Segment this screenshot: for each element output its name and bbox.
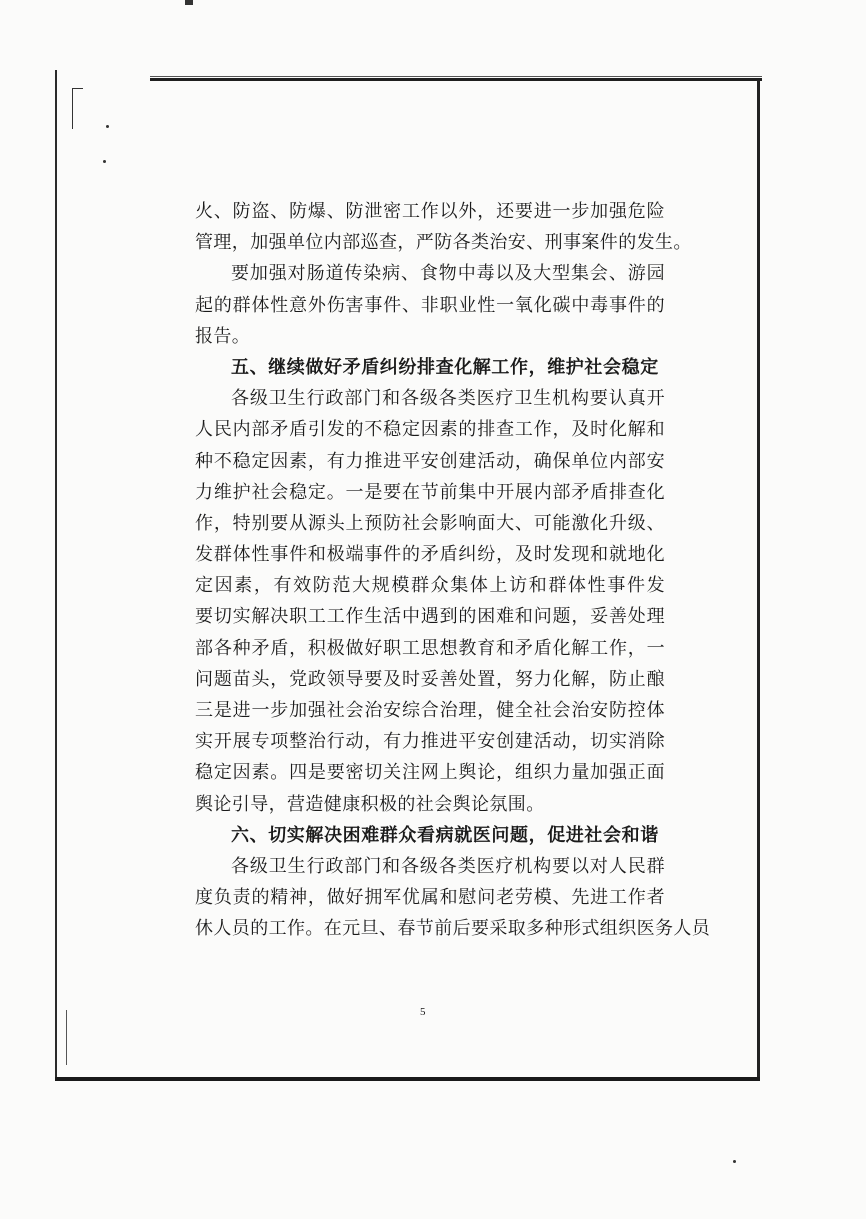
paragraph-line: 部各种矛盾，积极做好职工思想教育和矛盾化解工作，一 bbox=[195, 637, 665, 659]
right-border-rule bbox=[757, 80, 760, 1080]
paragraph-line: 各级卫生行政部门和各级各类医疗卫生机构要认真开 bbox=[231, 388, 665, 410]
paragraph-line: 作，特别要从源头上预防社会影响面大、可能激化升级、 bbox=[195, 512, 665, 534]
bottom-border-rule bbox=[55, 1077, 760, 1081]
top-border-rule bbox=[150, 78, 762, 81]
section-heading: 五、继续做好矛盾纠纷排查化解工作，维护社会稳定 bbox=[231, 356, 659, 378]
paragraph-line: 力维护社会稳定。一是要在节前集中开展内部矛盾排查化 bbox=[195, 481, 665, 503]
scan-speck bbox=[103, 160, 106, 163]
corner-bracket-mark bbox=[72, 88, 83, 129]
document-body bbox=[195, 196, 711, 945]
continued-paragraph-line: 火、防盗、防爆、防泄密工作以外，还要进一步加强危险 bbox=[195, 201, 665, 222]
paragraph-line: 种不稳定因素，有力推进平安创建活动，确保单位内部安 bbox=[195, 450, 665, 472]
section-heading: 六、切实解决困难群众看病就医问题，促进社会和谐 bbox=[231, 824, 659, 846]
paragraph-line: 要加强对肠道传染病、食物中毒以及大型集会、游园 bbox=[231, 263, 665, 285]
paragraph-line: 实开展专项整治行动，有力推进平安创建活动，切实消除 bbox=[195, 731, 665, 753]
left-margin-tick bbox=[66, 1010, 67, 1065]
paragraph-line: 三是进一步加强社会治安综合治理，健全社会治安防控体 bbox=[195, 700, 665, 721]
paragraph-line: 舆论引导，营造健康积极的社会舆论氛围。 bbox=[195, 793, 545, 815]
paragraph-line: 各级卫生行政部门和各级各类医疗机构要以对人民群 bbox=[231, 855, 665, 877]
continued-paragraph-line: 管理，加强单位内部巡查，严防各类治安、刑事案件的发生。 bbox=[195, 232, 692, 254]
left-border-rule bbox=[55, 70, 57, 1080]
paragraph-line: 度负责的精神，做好拥军优属和慰问老劳模、先进工作者 bbox=[195, 887, 665, 909]
top-border-line bbox=[150, 76, 762, 77]
paragraph-line: 休人员的工作。在元旦、春节前后要采取多种形式组织医务人员 bbox=[195, 918, 711, 940]
paragraph-line: 稳定因素。四是要密切关注网上舆论，组织力量加强正面 bbox=[195, 762, 665, 784]
page-number: 5 bbox=[420, 1006, 426, 1018]
paragraph-line: 报告。 bbox=[195, 325, 251, 347]
paragraph-line: 要切实解决职工工作生活中遇到的困难和问题，妥善处理 bbox=[195, 606, 665, 628]
paragraph-line: 问题苗头，党政领导要及时妥善处置，努力化解，防止酿 bbox=[195, 668, 665, 690]
paragraph-line: 人民内部矛盾引发的不稳定因素的排查工作，及时化解和 bbox=[195, 419, 665, 441]
paragraph-line: 定因素，有效防范大规模群众集体上访和群体性事件发 bbox=[195, 575, 665, 597]
scan-speck bbox=[733, 1160, 736, 1163]
paragraph-line: 起的群体性意外伤害事件、非职业性一氧化碳中毒事件的 bbox=[195, 294, 665, 316]
scan-speck bbox=[106, 125, 109, 128]
paragraph-line: 发群体性事件和极端事件的矛盾纠纷，及时发现和就地化 bbox=[195, 544, 665, 566]
scan-artifact bbox=[185, 0, 193, 5]
